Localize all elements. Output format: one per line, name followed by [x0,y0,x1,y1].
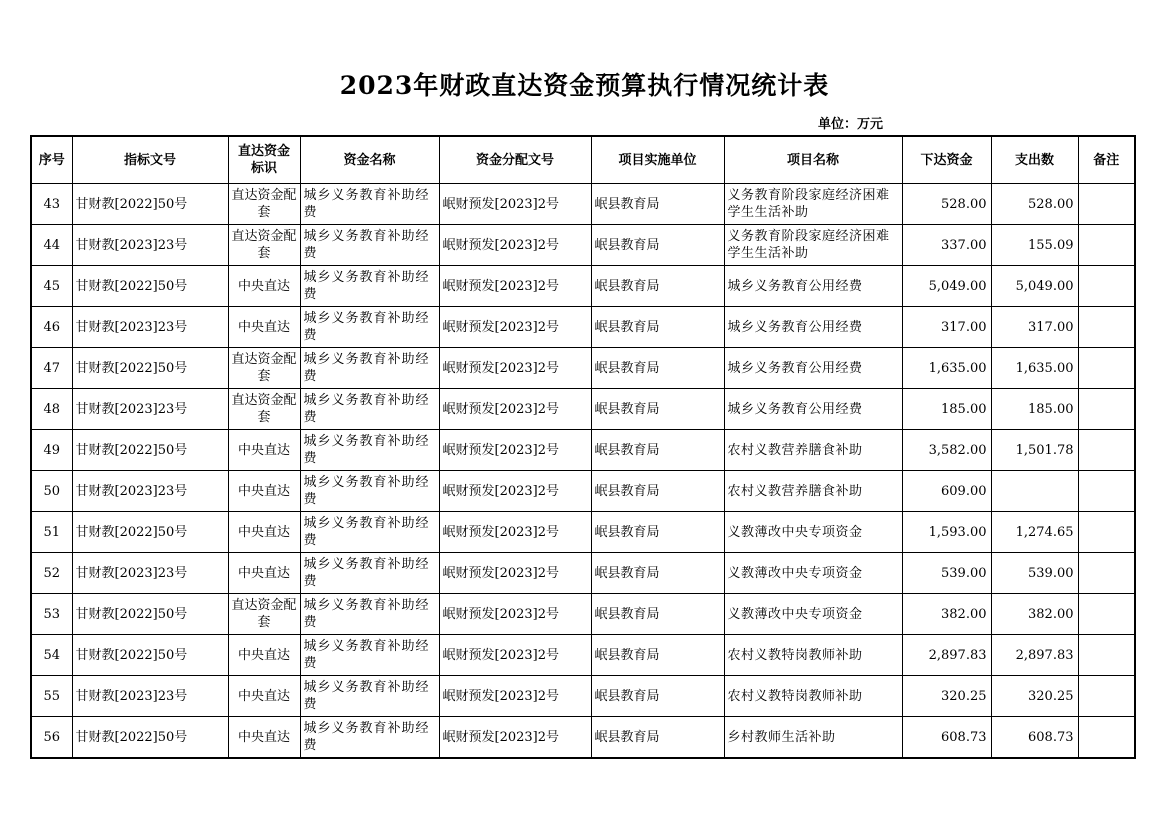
cell-direct-flag: 中央直达 [228,717,300,759]
cell-direct-flag: 中央直达 [228,676,300,717]
cell-alloc-doc: 岷财预发[2023]2号 [439,389,591,430]
cell-remark [1078,184,1135,225]
cell-alloc-doc: 岷财预发[2023]2号 [439,471,591,512]
cell-project: 义务教育阶段家庭经济困难学生生活补助 [724,225,902,266]
cell-project: 义务教育阶段家庭经济困难学生生活补助 [724,184,902,225]
cell-project: 农村义教营养膳食补助 [724,430,902,471]
cell-impl-unit: 岷县教育局 [591,676,724,717]
cell-impl-unit: 岷县教育局 [591,594,724,635]
cell-project: 农村义教特岗教师补助 [724,635,902,676]
cell-issued: 2,897.83 [902,635,991,676]
table-row [31,266,1135,307]
cell-alloc-doc: 岷财预发[2023]2号 [439,430,591,471]
cell-issued: 337.00 [902,225,991,266]
cell-project: 城乡义务教育公用经费 [724,389,902,430]
cell-fund-name: 城乡义务教育补助经费 [300,635,439,676]
cell-impl-unit: 岷县教育局 [591,307,724,348]
cell-doc-no: 甘财教[2022]50号 [72,430,228,471]
cell-direct-flag: 中央直达 [228,266,300,307]
table-row [31,471,1135,512]
cell-alloc-doc: 岷财预发[2023]2号 [439,225,591,266]
table-row [31,635,1135,676]
header-seq: 序号 [31,136,72,184]
cell-spent: 1,274.65 [991,512,1078,553]
table-row [31,348,1135,389]
cell-seq: 53 [31,594,72,635]
cell-seq: 56 [31,717,72,759]
cell-direct-flag: 中央直达 [228,471,300,512]
cell-issued: 320.25 [902,676,991,717]
table-body [31,184,1135,759]
cell-issued: 539.00 [902,553,991,594]
table-row [31,676,1135,717]
cell-doc-no: 甘财教[2022]50号 [72,348,228,389]
cell-direct-flag: 中央直达 [228,635,300,676]
table-header-row [31,136,1135,184]
budget-table [30,135,1136,759]
table-row [31,594,1135,635]
cell-impl-unit: 岷县教育局 [591,512,724,553]
cell-project: 义教薄改中央专项资金 [724,512,902,553]
cell-seq: 52 [31,553,72,594]
cell-impl-unit: 岷县教育局 [591,266,724,307]
cell-fund-name: 城乡义务教育补助经费 [300,512,439,553]
cell-remark [1078,512,1135,553]
table-row [31,553,1135,594]
cell-remark [1078,676,1135,717]
cell-impl-unit: 岷县教育局 [591,225,724,266]
cell-project: 义教薄改中央专项资金 [724,553,902,594]
cell-spent [991,471,1078,512]
cell-direct-flag: 中央直达 [228,430,300,471]
table-row [31,717,1135,759]
cell-alloc-doc: 岷财预发[2023]2号 [439,676,591,717]
cell-fund-name: 城乡义务教育补助经费 [300,348,439,389]
header-fund-name: 资金名称 [300,136,439,184]
cell-fund-name: 城乡义务教育补助经费 [300,225,439,266]
cell-remark [1078,348,1135,389]
cell-impl-unit: 岷县教育局 [591,553,724,594]
cell-doc-no: 甘财教[2022]50号 [72,594,228,635]
cell-spent: 155.09 [991,225,1078,266]
cell-alloc-doc: 岷财预发[2023]2号 [439,512,591,553]
cell-impl-unit: 岷县教育局 [591,635,724,676]
cell-alloc-doc: 岷财预发[2023]2号 [439,717,591,759]
cell-spent: 320.25 [991,676,1078,717]
cell-doc-no: 甘财教[2023]23号 [72,676,228,717]
header-spent: 支出数 [991,136,1078,184]
cell-spent: 528.00 [991,184,1078,225]
cell-alloc-doc: 岷财预发[2023]2号 [439,594,591,635]
header-direct-flag: 直达资金标识 [228,136,300,184]
cell-spent: 608.73 [991,717,1078,759]
cell-seq: 47 [31,348,72,389]
header-remark: 备注 [1078,136,1135,184]
cell-spent: 2,897.83 [991,635,1078,676]
cell-issued: 609.00 [902,471,991,512]
cell-direct-flag: 中央直达 [228,553,300,594]
cell-alloc-doc: 岷财预发[2023]2号 [439,635,591,676]
cell-remark [1078,717,1135,759]
header-doc-no: 指标文号 [72,136,228,184]
cell-fund-name: 城乡义务教育补助经费 [300,717,439,759]
cell-seq: 43 [31,184,72,225]
cell-seq: 46 [31,307,72,348]
cell-doc-no: 甘财教[2022]50号 [72,635,228,676]
cell-fund-name: 城乡义务教育补助经费 [300,676,439,717]
cell-doc-no: 甘财教[2022]50号 [72,184,228,225]
unit-label: 单位：万元 [818,117,884,132]
cell-seq: 54 [31,635,72,676]
cell-alloc-doc: 岷财预发[2023]2号 [439,307,591,348]
cell-remark [1078,389,1135,430]
cell-impl-unit: 岷县教育局 [591,717,724,759]
cell-fund-name: 城乡义务教育补助经费 [300,266,439,307]
cell-fund-name: 城乡义务教育补助经费 [300,184,439,225]
cell-fund-name: 城乡义务教育补助经费 [300,594,439,635]
cell-seq: 55 [31,676,72,717]
cell-doc-no: 甘财教[2023]23号 [72,307,228,348]
cell-spent: 1,501.78 [991,430,1078,471]
cell-alloc-doc: 岷财预发[2023]2号 [439,266,591,307]
cell-seq: 49 [31,430,72,471]
cell-doc-no: 甘财教[2023]23号 [72,471,228,512]
cell-spent: 382.00 [991,594,1078,635]
cell-issued: 382.00 [902,594,991,635]
cell-remark [1078,594,1135,635]
cell-alloc-doc: 岷财预发[2023]2号 [439,553,591,594]
cell-seq: 48 [31,389,72,430]
cell-impl-unit: 岷县教育局 [591,348,724,389]
cell-doc-no: 甘财教[2022]50号 [72,717,228,759]
cell-issued: 5,049.00 [902,266,991,307]
header-project: 项目名称 [724,136,902,184]
cell-doc-no: 甘财教[2022]50号 [72,512,228,553]
cell-fund-name: 城乡义务教育补助经费 [300,471,439,512]
cell-project: 义教薄改中央专项资金 [724,594,902,635]
cell-direct-flag: 中央直达 [228,512,300,553]
header-alloc-doc: 资金分配文号 [439,136,591,184]
cell-remark [1078,266,1135,307]
cell-direct-flag: 直达资金配套 [228,348,300,389]
cell-spent: 1,635.00 [991,348,1078,389]
header-issued: 下达资金 [902,136,991,184]
cell-project: 农村义教营养膳食补助 [724,471,902,512]
cell-seq: 50 [31,471,72,512]
cell-direct-flag: 直达资金配套 [228,389,300,430]
cell-impl-unit: 岷县教育局 [591,471,724,512]
cell-remark [1078,307,1135,348]
cell-remark [1078,225,1135,266]
cell-direct-flag: 直达资金配套 [228,225,300,266]
cell-project: 城乡义务教育公用经费 [724,266,902,307]
cell-project: 城乡义务教育公用经费 [724,348,902,389]
cell-doc-no: 甘财教[2023]23号 [72,389,228,430]
cell-issued: 1,635.00 [902,348,991,389]
cell-fund-name: 城乡义务教育补助经费 [300,553,439,594]
cell-impl-unit: 岷县教育局 [591,430,724,471]
cell-issued: 3,582.00 [902,430,991,471]
cell-spent: 185.00 [991,389,1078,430]
cell-issued: 608.73 [902,717,991,759]
cell-spent: 539.00 [991,553,1078,594]
cell-remark [1078,471,1135,512]
cell-spent: 317.00 [991,307,1078,348]
table-row [31,184,1135,225]
cell-issued: 185.00 [902,389,991,430]
table-row [31,307,1135,348]
cell-doc-no: 甘财教[2023]23号 [72,225,228,266]
cell-direct-flag: 直达资金配套 [228,594,300,635]
cell-seq: 45 [31,266,72,307]
cell-alloc-doc: 岷财预发[2023]2号 [439,184,591,225]
cell-remark [1078,430,1135,471]
cell-remark [1078,635,1135,676]
cell-remark [1078,553,1135,594]
cell-impl-unit: 岷县教育局 [591,389,724,430]
cell-doc-no: 甘财教[2023]23号 [72,553,228,594]
cell-issued: 1,593.00 [902,512,991,553]
cell-impl-unit: 岷县教育局 [591,184,724,225]
cell-issued: 528.00 [902,184,991,225]
cell-fund-name: 城乡义务教育补助经费 [300,389,439,430]
header-impl-unit: 项目实施单位 [591,136,724,184]
table-row [31,512,1135,553]
cell-project: 农村义教特岗教师补助 [724,676,902,717]
page-title: 2023年财政直达资金预算执行情况统计表 [339,71,830,100]
cell-direct-flag: 直达资金配套 [228,184,300,225]
table-row [31,225,1135,266]
cell-alloc-doc: 岷财预发[2023]2号 [439,348,591,389]
cell-project: 城乡义务教育公用经费 [724,307,902,348]
cell-fund-name: 城乡义务教育补助经费 [300,307,439,348]
cell-direct-flag: 中央直达 [228,307,300,348]
cell-seq: 44 [31,225,72,266]
cell-doc-no: 甘财教[2022]50号 [72,266,228,307]
table-row [31,430,1135,471]
cell-spent: 5,049.00 [991,266,1078,307]
table-row [31,389,1135,430]
cell-fund-name: 城乡义务教育补助经费 [300,430,439,471]
cell-seq: 51 [31,512,72,553]
cell-issued: 317.00 [902,307,991,348]
cell-project: 乡村教师生活补助 [724,717,902,759]
